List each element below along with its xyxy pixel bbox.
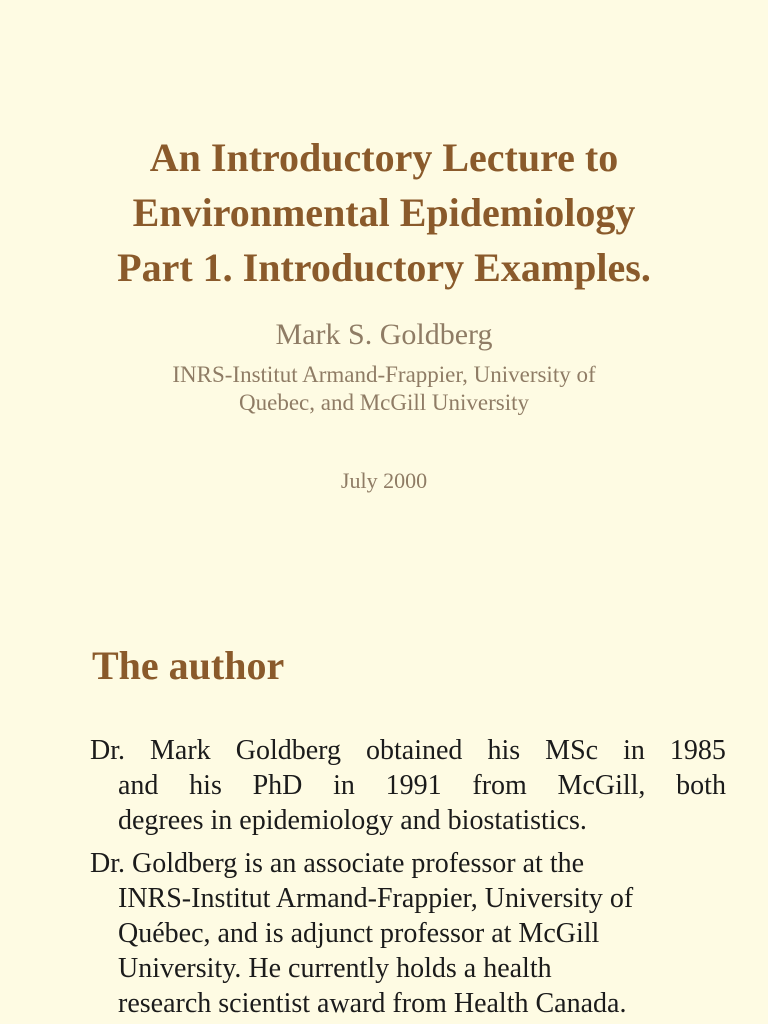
paragraph-line: research scientist award from Health Canada. bbox=[118, 988, 627, 1019]
word: Goldberg bbox=[235, 735, 341, 766]
paragraph-line bbox=[90, 768, 726, 803]
paragraph-line: degrees in epidemiology and biostatistics. bbox=[118, 805, 587, 836]
section-heading: The author bbox=[92, 643, 285, 688]
word: both bbox=[676, 770, 726, 801]
paragraph-line: University. He currently holds a health bbox=[118, 953, 552, 984]
slide-title bbox=[0, 130, 768, 295]
title-line-1: An Introductory Lecture to bbox=[149, 135, 619, 180]
author-affiliation bbox=[0, 361, 768, 417]
affiliation-line-1: INRS-Institut Armand-Frappier, University of bbox=[172, 362, 596, 387]
paragraph-line: Dr. Goldberg is an associate professor at the bbox=[90, 848, 585, 879]
word: MSc bbox=[545, 735, 599, 766]
word: in bbox=[623, 735, 645, 766]
word: Dr. bbox=[90, 735, 125, 766]
title-line-3: Part 1. Introductory Examples. bbox=[117, 245, 651, 290]
word: McGill, bbox=[557, 770, 646, 801]
affiliation-line-2: Quebec, and McGill University bbox=[239, 390, 529, 415]
title-line-2: Environmental Epidemiology bbox=[132, 190, 636, 235]
paragraph-line: INRS-Institut Armand-Frappier, University of bbox=[118, 883, 634, 914]
word: 1985 bbox=[669, 735, 726, 766]
word: his bbox=[487, 735, 521, 766]
word: and bbox=[118, 770, 159, 801]
word: from bbox=[472, 770, 527, 801]
word: his bbox=[189, 770, 222, 801]
author-paragraph-position bbox=[90, 846, 726, 1021]
paragraph-line bbox=[90, 733, 726, 768]
word: PhD bbox=[252, 770, 303, 801]
author-paragraph-education bbox=[90, 733, 726, 838]
author-name: Mark S. Goldberg bbox=[275, 318, 493, 351]
word: Mark bbox=[150, 735, 211, 766]
word: obtained bbox=[366, 735, 463, 766]
presentation-date: July 2000 bbox=[340, 468, 428, 493]
word: 1991 bbox=[385, 770, 442, 801]
word: in bbox=[333, 770, 355, 801]
paragraph-line: Québec, and is adjunct professor at McGill bbox=[118, 918, 600, 949]
